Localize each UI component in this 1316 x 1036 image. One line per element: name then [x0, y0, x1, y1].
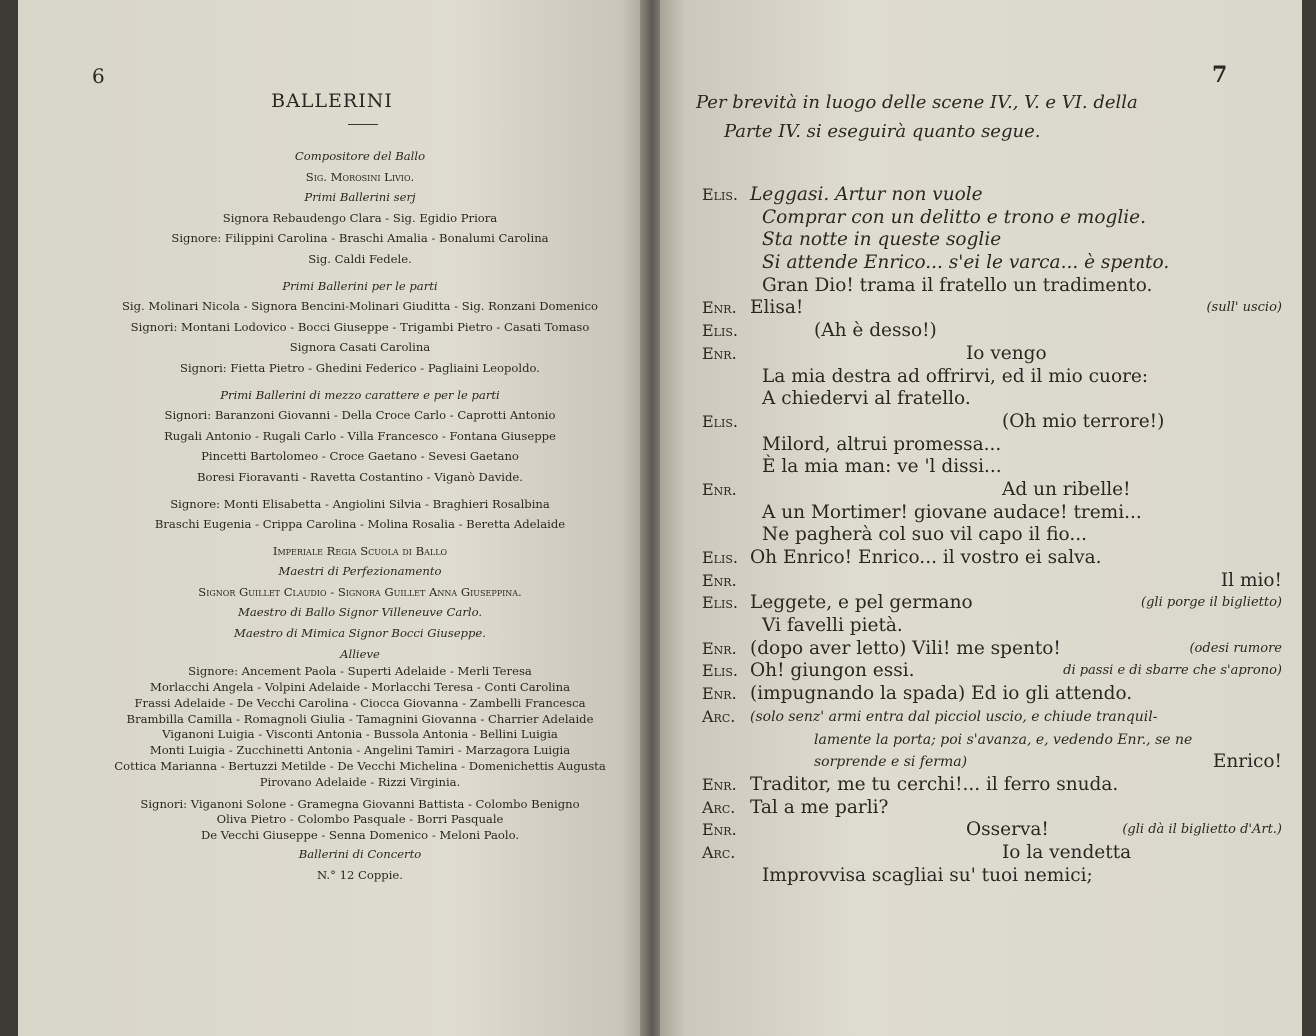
stage-direction: di passi e di sbarre che s'aprono) [1063, 663, 1282, 679]
dialogue-line [702, 797, 1282, 820]
line-text: Ne pagherà col suo vil capo il fio... [762, 524, 1087, 546]
speaker-name: Elis. [702, 185, 738, 204]
speaker-name: Enr. [702, 570, 737, 590]
cast-line: Pirovano Adelaide - Rizzi Virginia. [259, 774, 461, 789]
dialogue-line [702, 479, 1282, 502]
speaker-name: Elis. [702, 661, 738, 681]
page-number-left: 6 [92, 64, 105, 88]
line-text: Leggasi. Artur non vuole [750, 184, 983, 205]
speaker-name: Arc. [702, 706, 736, 726]
speaker-name: Arc. [702, 842, 736, 862]
dialogue-line [702, 184, 1282, 207]
line-text: (dopo aver letto) Vili! me spento! [750, 637, 1061, 659]
speaker-name: Elis. [702, 593, 738, 613]
cast-line: Allieve [340, 646, 380, 661]
dialogue-line [702, 456, 1282, 479]
cast-line: Rugali Antonio - Rugali Carlo - Villa Francesco - Fontana Giuseppe [164, 428, 556, 443]
cast-line: Primi Ballerini di mezzo carattere e per le parti [220, 387, 500, 402]
speaker-name: Enr. [702, 820, 737, 840]
dialogue-line [702, 615, 1282, 638]
dialogue-line [702, 207, 1282, 230]
cast-line: Imperiale Regia Scuola di Ballo [272, 543, 448, 558]
stage-intro [696, 88, 1256, 146]
cast-line: Sig. Morosini Livio. [305, 169, 415, 184]
dialogue-line [702, 524, 1282, 547]
stage-direction: Enrico! [1212, 751, 1282, 773]
dialogue-line [702, 819, 1282, 842]
cast-line: Signori: Viganoni Solone - Gramegna Giovanni Battista - Colombo Benigno [140, 796, 580, 811]
cast-line: Viganoni Luigia - Visconti Antonia - Bussola Antonia - Bellini Luigia [162, 727, 558, 742]
speaker-name: Enr. [702, 298, 737, 318]
cast-line: Sig. Molinari Nicola - Signora Bencini-Molinari Giuditta - Sig. Ronzani Domenico [121, 299, 598, 314]
dialogue-line [702, 411, 1282, 434]
cast-line: Frassi Adelaide - De Vecchi Carolina - Ciocca Giovanna - Zambelli Francesca [134, 695, 586, 710]
cast-line: Monti Luigia - Zucchinetti Antonia - Angelini Tamiri - Marzagora Luigia [149, 743, 571, 758]
line-text: (solo senz' armi entra dal picciol uscio, e chiude tranquil- [750, 708, 1158, 725]
dialogue-line [702, 842, 1282, 865]
cast-line: Brambilla Camilla - Romagnoli Giulia - Tamagnini Giovanna - Charrier Adelaide [126, 711, 594, 726]
stage-direction: (gli porge il biglietto) [1141, 595, 1282, 611]
line-text: Oh Enrico! Enrico... il vostro ei salva. [750, 547, 1102, 568]
line-text: Traditor, me tu cerchi!... il ferro snuda. [750, 773, 1119, 795]
dialogue-line [702, 229, 1282, 252]
dialogue-line [702, 729, 1282, 752]
dialogue-line [702, 774, 1282, 797]
page-heading: BALLERINI [271, 90, 393, 112]
speaker-name: Arc. [702, 797, 736, 817]
speaker-name: Elis. [702, 321, 738, 341]
speaker-name: Enr. [702, 774, 737, 794]
cast-line: De Vecchi Giuseppe - Senna Domenico - Meloni Paolo. [200, 828, 520, 843]
intro-line: Per brevità in luogo delle scene IV., V. e VI. della [696, 92, 1138, 113]
cast-line: Signore: Ancement Paola - Superti Adelaide - Merli Teresa [188, 664, 532, 679]
dialogue-line [702, 275, 1282, 298]
speaker-name: Elis. [702, 411, 738, 431]
line-text: A un Mortimer! giovane audace! tremi... [762, 501, 1142, 523]
dialogue-line [702, 660, 1282, 683]
cast-line: Maestri di Perfezionamento [278, 564, 442, 579]
dialogue-line [702, 388, 1282, 411]
line-text: Osserva! [966, 819, 1049, 841]
line-text: (Ah è desso!) [814, 320, 937, 342]
line-text: Comprar con un delitto e trono e moglie. [762, 206, 1146, 228]
cast-line: Sig. Caldi Fedele. [308, 251, 412, 266]
line-text: Milord, altrui promessa... [762, 433, 1002, 455]
line-text: A chiedervi al fratello. [762, 388, 971, 410]
line-text: La mia destra ad offrirvi, ed il mio cuore: [762, 365, 1149, 387]
dialogue-line [702, 547, 1282, 570]
line-text: (impugnando la spada) Ed io gli attendo. [750, 683, 1133, 705]
dialogue-line [702, 320, 1282, 343]
line-text: Vi favelli pietà. [762, 615, 903, 637]
dialogue-line [702, 592, 1282, 615]
cast-list [70, 146, 650, 885]
cast-line: Ballerini di Concerto [298, 847, 422, 862]
page-number-right: 7 [1212, 62, 1228, 88]
cast-line: Signori: Montani Lodovico - Bocci Giuseppe - Trigambi Pietro - Casati Tomaso [130, 319, 590, 334]
dialogue-line [702, 638, 1282, 661]
cast-line: Signora Rebaudengo Clara - Sig. Egidio Priora [222, 210, 498, 225]
cast-line: Maestro di Ballo Signor Villeneuve Carlo. [237, 605, 483, 620]
dialogue-line [702, 706, 1282, 729]
dialogue-line [702, 751, 1282, 774]
speaker-name: Enr. [702, 638, 737, 658]
line-text: (Oh mio terrore!) [1002, 410, 1165, 432]
line-text: Tal a me parli? [750, 796, 889, 818]
dialogue-line [702, 252, 1282, 275]
dialogue-line [702, 297, 1282, 320]
cast-line: Primi Ballerini per le parti [282, 278, 438, 293]
line-text: Improvvisa scagliai su' tuoi nemici; [762, 864, 1093, 886]
speaker-name: Enr. [702, 479, 737, 499]
cast-line: Oliva Pietro - Colombo Pasquale - Borri Pasquale [216, 812, 504, 827]
cast-line: Maestro di Mimica Signor Bocci Giuseppe. [234, 626, 486, 641]
stage-direction: (sull' uscio) [1206, 300, 1282, 316]
cast-line: Signora Casati Carolina [289, 340, 431, 355]
dialogue-line [702, 570, 1282, 593]
cast-line: Signor Guillet Claudio - Signora Guillet Anna Giuseppina. [198, 584, 522, 599]
cast-line: Signori: Fietta Pietro - Ghedini Federico - Pagliaini Leopoldo. [180, 360, 540, 375]
cast-line: Braschi Eugenia - Crippa Carolina - Molina Rosalia - Beretta Adelaide [154, 517, 566, 532]
dialogue-line [702, 865, 1282, 888]
line-text: Leggete, e pel germano [750, 592, 973, 614]
line-text: lamente la porta; poi s'avanza, e, vedendo Enr., se ne [814, 731, 1193, 748]
cast-line: Signore: Filippini Carolina - Braschi Amalia - Bonalumi Carolina [171, 231, 549, 246]
line-text: Oh! giungon essi. [750, 660, 915, 682]
line-text: Gran Dio! trama il fratello un tradimento. [762, 274, 1153, 296]
cast-line: Compositore del Ballo [294, 149, 426, 163]
dialogue [702, 184, 1282, 887]
cast-line: Pincetti Bartolomeo - Croce Gaetano - Sevesi Gaetano [201, 449, 519, 464]
cast-line: N.° 12 Coppie. [317, 867, 403, 882]
line-text: Ad un ribelle! [1002, 478, 1131, 500]
stage-direction: (gli dà il biglietto d'Art.) [1122, 822, 1282, 838]
speaker-name: Enr. [702, 684, 737, 704]
dialogue-line [702, 434, 1282, 457]
line-text: Si attende Enrico... s'ei le varca... è spento. [762, 252, 1170, 274]
stage-direction: (odesi rumore [1189, 640, 1282, 656]
line-text: sorprende e si ferma) [814, 754, 968, 771]
line-text: Io la vendetta [1002, 841, 1132, 863]
dialogue-line [702, 343, 1282, 366]
dialogue-line [702, 683, 1282, 706]
heading-rule [348, 124, 378, 125]
cast-line: Signore: Monti Elisabetta - Angiolini Silvia - Braghieri Rosalbina [170, 496, 550, 511]
line-text: È la mia man: ve 'l dissi... [762, 456, 1002, 478]
line-text: Sta notte in queste soglie [762, 229, 1002, 251]
speaker-name: Elis. [702, 548, 738, 567]
intro-line: Parte IV. si eseguirà quanto segue. [724, 121, 1041, 142]
dialogue-line [702, 366, 1282, 389]
dialogue-line [702, 502, 1282, 525]
cast-line: Cottica Marianna - Bertuzzi Metilde - De Vecchi Michelina - Domenichettis Augusta [114, 759, 606, 774]
line-text: Il mio! [1220, 569, 1282, 591]
right-page [660, 0, 1302, 1036]
line-text: Io vengo [966, 342, 1047, 364]
cast-line: Signori: Baranzoni Giovanni - Della Croce Carlo - Caprotti Antonio [164, 408, 556, 423]
speaker-name: Enr. [702, 343, 737, 363]
left-page [18, 0, 646, 1036]
line-text: Elisa! [750, 297, 804, 319]
cast-line: Primi Ballerini serj [304, 190, 416, 205]
cast-line: Boresi Fioravanti - Ravetta Costantino - Viganò Davide. [197, 469, 523, 484]
cast-line: Morlacchi Angela - Volpini Adelaide - Morlacchi Teresa - Conti Carolina [149, 680, 570, 695]
